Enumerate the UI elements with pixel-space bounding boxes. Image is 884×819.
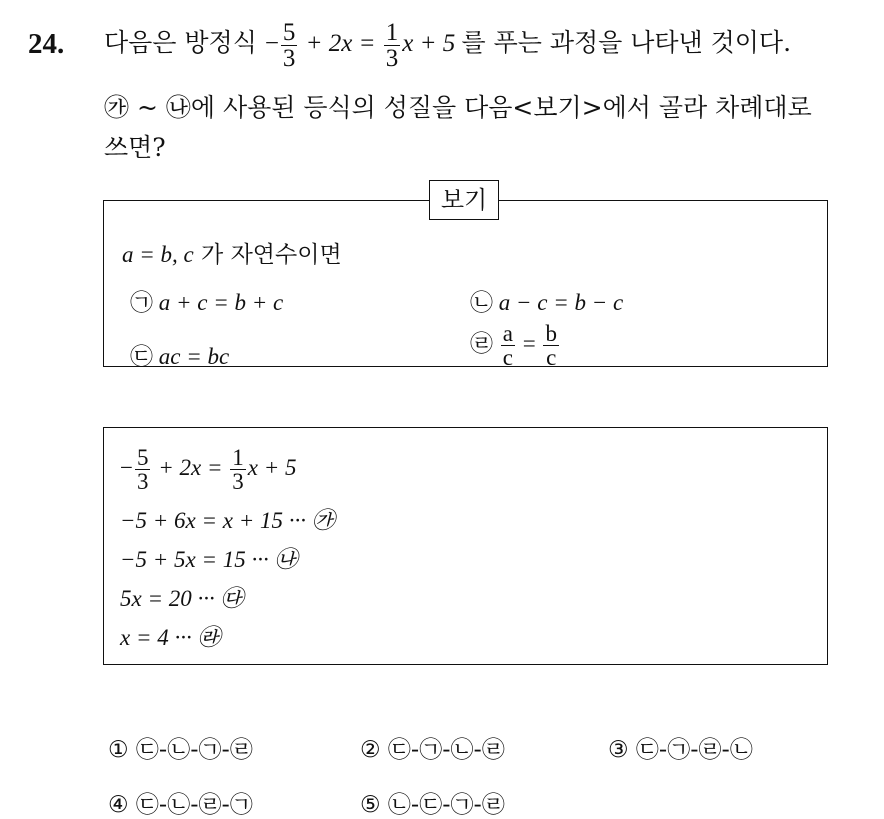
- fraction-a-c: $\frac{a}{c}$: [502, 321, 513, 370]
- fraction-b-c: $\frac{b}{c}$: [545, 321, 557, 370]
- step-1: −5 + 6x = x + 15 ··· ㉮: [120, 508, 335, 533]
- option-5[interactable]: ⑤ ㉡-㉢-㉠-㉣: [360, 792, 505, 818]
- question-line-3: 쓰면?: [104, 133, 166, 162]
- question-text-post: 를 푸는 과정을 나타낸 것이다.: [461, 28, 792, 58]
- marker-rieul: ㉣: [470, 330, 493, 356]
- option-4[interactable]: ④ ㉢-㉡-㉣-㉠: [108, 792, 253, 818]
- option-1[interactable]: ① ㉢-㉡-㉠-㉣: [108, 737, 253, 763]
- option-3[interactable]: ③ ㉢-㉠-㉣-㉡: [608, 737, 753, 763]
- marker-giyeok: ㉠: [130, 290, 153, 315]
- question-number: 24.: [28, 28, 65, 60]
- bogi-item-2: ㉡ a − c = b − c: [470, 290, 624, 315]
- marker-digeut: ㉢: [130, 344, 153, 369]
- option-2[interactable]: ② ㉢-㉠-㉡-㉣: [360, 737, 505, 763]
- fraction-1-3: $\frac{1}{3}$: [232, 445, 244, 494]
- question-line-1: [104, 20, 791, 71]
- bogi-item-1: ㉠ a + c = b + c: [130, 290, 284, 315]
- bogi-condition: a = b, c 가 자연수이면: [122, 242, 342, 268]
- fraction-1-3: $\frac{1}{3}$: [385, 19, 399, 72]
- step-0: − $\frac{5}{3}$ + 2x = $\frac{1}{3}$ x + 5: [120, 445, 297, 494]
- fraction-5-3: $\frac{5}{3}$: [136, 445, 149, 494]
- marker-nieun: ㉡: [470, 290, 493, 315]
- fraction-5-3: $\frac{5}{3}$: [282, 19, 296, 72]
- bogi-item-3: ㉢ ac = bc: [130, 344, 230, 369]
- bogi-item-4: ㉣ $\frac{a}{c}$ = $\frac{b}{c}$: [470, 321, 557, 370]
- step-3: 5x = 20 ··· ㉰: [120, 586, 244, 611]
- question-equation: − $\frac{5}{3}$ + 2x = $\frac{1}{3}$ x + 5: [264, 19, 456, 72]
- question-text-pre: 다음은 방정식: [104, 28, 257, 58]
- step-2: −5 + 5x = 15 ··· ㉯: [120, 547, 298, 572]
- step-4: x = 4 ··· ㉱: [120, 625, 221, 650]
- question-line-2: ㉮ ~ ㉯에 사용된 등식의 성질을 다음<보기>에서 골라 차례대로: [104, 93, 812, 122]
- bogi-label: 보기: [429, 180, 499, 220]
